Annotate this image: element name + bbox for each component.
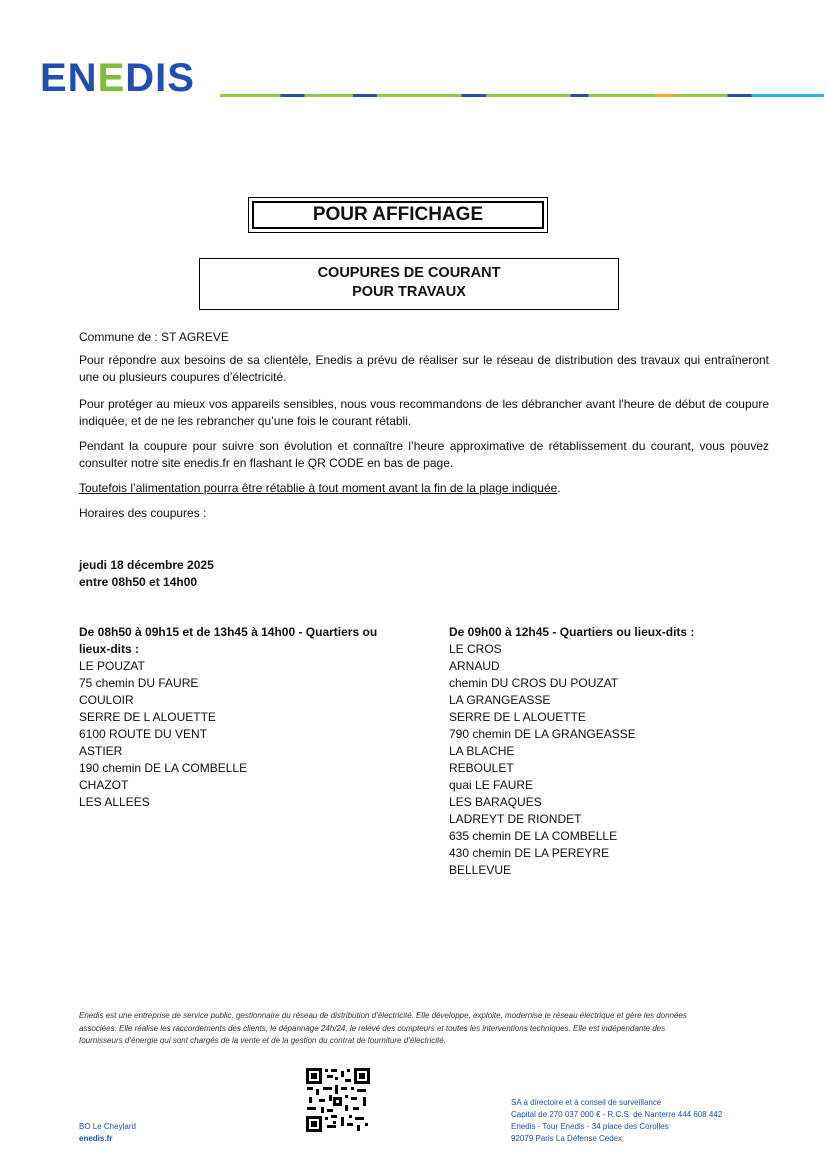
list-item: LE POUZAT xyxy=(79,659,145,673)
list-item: 430 chemin DE LA PEREYRE xyxy=(449,846,610,860)
list-item: COULOIR xyxy=(79,693,134,707)
subtitle-line1: COUPURES DE COURANT xyxy=(317,265,501,281)
list-item: 6100 ROUTE DU VENT xyxy=(79,727,208,741)
legal-line1: SA à directoire et à conseil de surveillance xyxy=(511,1098,662,1107)
list-item: 790 chemin DE LA GRANGEASSE xyxy=(449,727,636,741)
list-item: LE CROS xyxy=(449,642,502,656)
subtitle-line2: POUR TRAVAUX xyxy=(352,284,466,300)
logo-part-a: EN xyxy=(40,56,98,100)
list-item: quai LE FAURE xyxy=(449,778,534,792)
left-heading-line2: lieux-dits : xyxy=(79,642,140,656)
legal-line2: Capital de 270 037 000 € - R.C.S. de Nanterre 444 608 442 xyxy=(511,1110,723,1119)
title-text: POUR AFFICHAGE xyxy=(312,204,484,225)
list-item: chemin DU CROS DU POUZAT xyxy=(449,676,619,690)
footer-line2: associées. Elle réalise les raccordements des clients, le dépannage 24h/24, le relevé des compteurs et toutes les interventions techniques. Elle est indépendante des xyxy=(79,1023,666,1033)
date-line2: entre 08h50 et 14h00 xyxy=(79,575,198,589)
paragraph-4-underlined: Toutefois l’alimentation pourra être rétablie à tout moment avant la fin de la plage indiquée xyxy=(79,481,558,495)
paragraph-3: Pendant la coupure pour suivre son évolution et connaître l’heure approximative de rétablissement du courant, vous pouvez consulter notre site enedis.fr en flashant le QR CODE en bas de page. xyxy=(79,439,769,470)
list-item: CHAZOT xyxy=(79,778,129,792)
commune-line: Commune de : ST AGREVE xyxy=(79,330,229,344)
horaires-label: Horaires des coupures : xyxy=(79,506,207,520)
list-item: LA GRANGEASSE xyxy=(449,693,551,707)
legal-info xyxy=(511,1097,722,1145)
paragraph-4-end: . xyxy=(557,481,561,495)
paragraph-4 xyxy=(79,480,769,497)
list-item: REBOULET xyxy=(449,761,514,775)
footer-disclaimer xyxy=(79,1010,759,1048)
list-item: ARNAUD xyxy=(449,659,500,673)
logo-part-c: DIS xyxy=(125,56,195,100)
logo-part-b: E xyxy=(97,56,126,100)
date-line1: jeudi 18 décembre 2025 xyxy=(79,558,214,572)
legal-line4: 92079 Paris La Défense Cedex xyxy=(511,1134,623,1143)
left-heading-line1: De 08h50 à 09h15 et de 13h45 à 14h00 - Quartiers ou xyxy=(79,625,378,639)
paragraph-2: Pour protéger au mieux vos appareils sensibles, nous vous recommandons de les débrancher avant l'heure de début de coupure indiquée, et de ne les rebrancher qu’une fois le courant rétabli. xyxy=(79,397,769,428)
legal-line3: Enedis - Tour Enedis - 34 place des Corolles xyxy=(511,1122,669,1131)
right-heading: De 09h00 à 12h45 - Quartiers ou lieux-dits : xyxy=(449,625,695,639)
site-link[interactable]: enedis.fr xyxy=(79,1134,113,1143)
list-item: LES BARAQUES xyxy=(449,795,542,809)
bo-label: BO Le Cheylard xyxy=(79,1122,136,1131)
title-box xyxy=(248,197,548,233)
qr-code-icon[interactable] xyxy=(305,1067,371,1133)
list-item: BELLEVUE xyxy=(449,863,512,877)
list-item: LA BLACHE xyxy=(449,744,515,758)
footer-left xyxy=(79,1121,136,1145)
left-column xyxy=(79,624,399,811)
list-item: SERRE DE L ALOUETTE xyxy=(449,710,586,724)
list-item: LADREYT DE RIONDET xyxy=(449,812,582,826)
list-item: ASTIER xyxy=(79,744,123,758)
enedis-logo xyxy=(40,58,195,98)
header-rule xyxy=(220,94,824,97)
list-item: 635 chemin DE LA COMBELLE xyxy=(449,829,618,843)
list-item: 75 chemin DU FAURE xyxy=(79,676,199,690)
list-item: LES ALLEES xyxy=(79,795,150,809)
paragraph-1: Pour répondre aux besoins de sa clientèle, Enedis a prévu de réaliser sur le réseau de distribution des travaux qui entraîneront une ou plusieurs coupures d’électricité. xyxy=(79,353,769,384)
subtitle-box xyxy=(199,258,619,310)
list-item: 190 chemin DE LA COMBELLE xyxy=(79,761,248,775)
right-column xyxy=(449,624,779,879)
footer-line3: fournisseurs d’énergie qui sont chargés de la vente et de la gestion du contrat de fourniture d’électricité. xyxy=(79,1036,446,1045)
footer-line1: Enedis est une entreprise de service public, gestionnaire du réseau de distribution d’électricité. Elle développe, exploite, modernise le réseau électrique et gère les données xyxy=(79,1011,687,1020)
list-item: SERRE DE L ALOUETTE xyxy=(79,710,216,724)
